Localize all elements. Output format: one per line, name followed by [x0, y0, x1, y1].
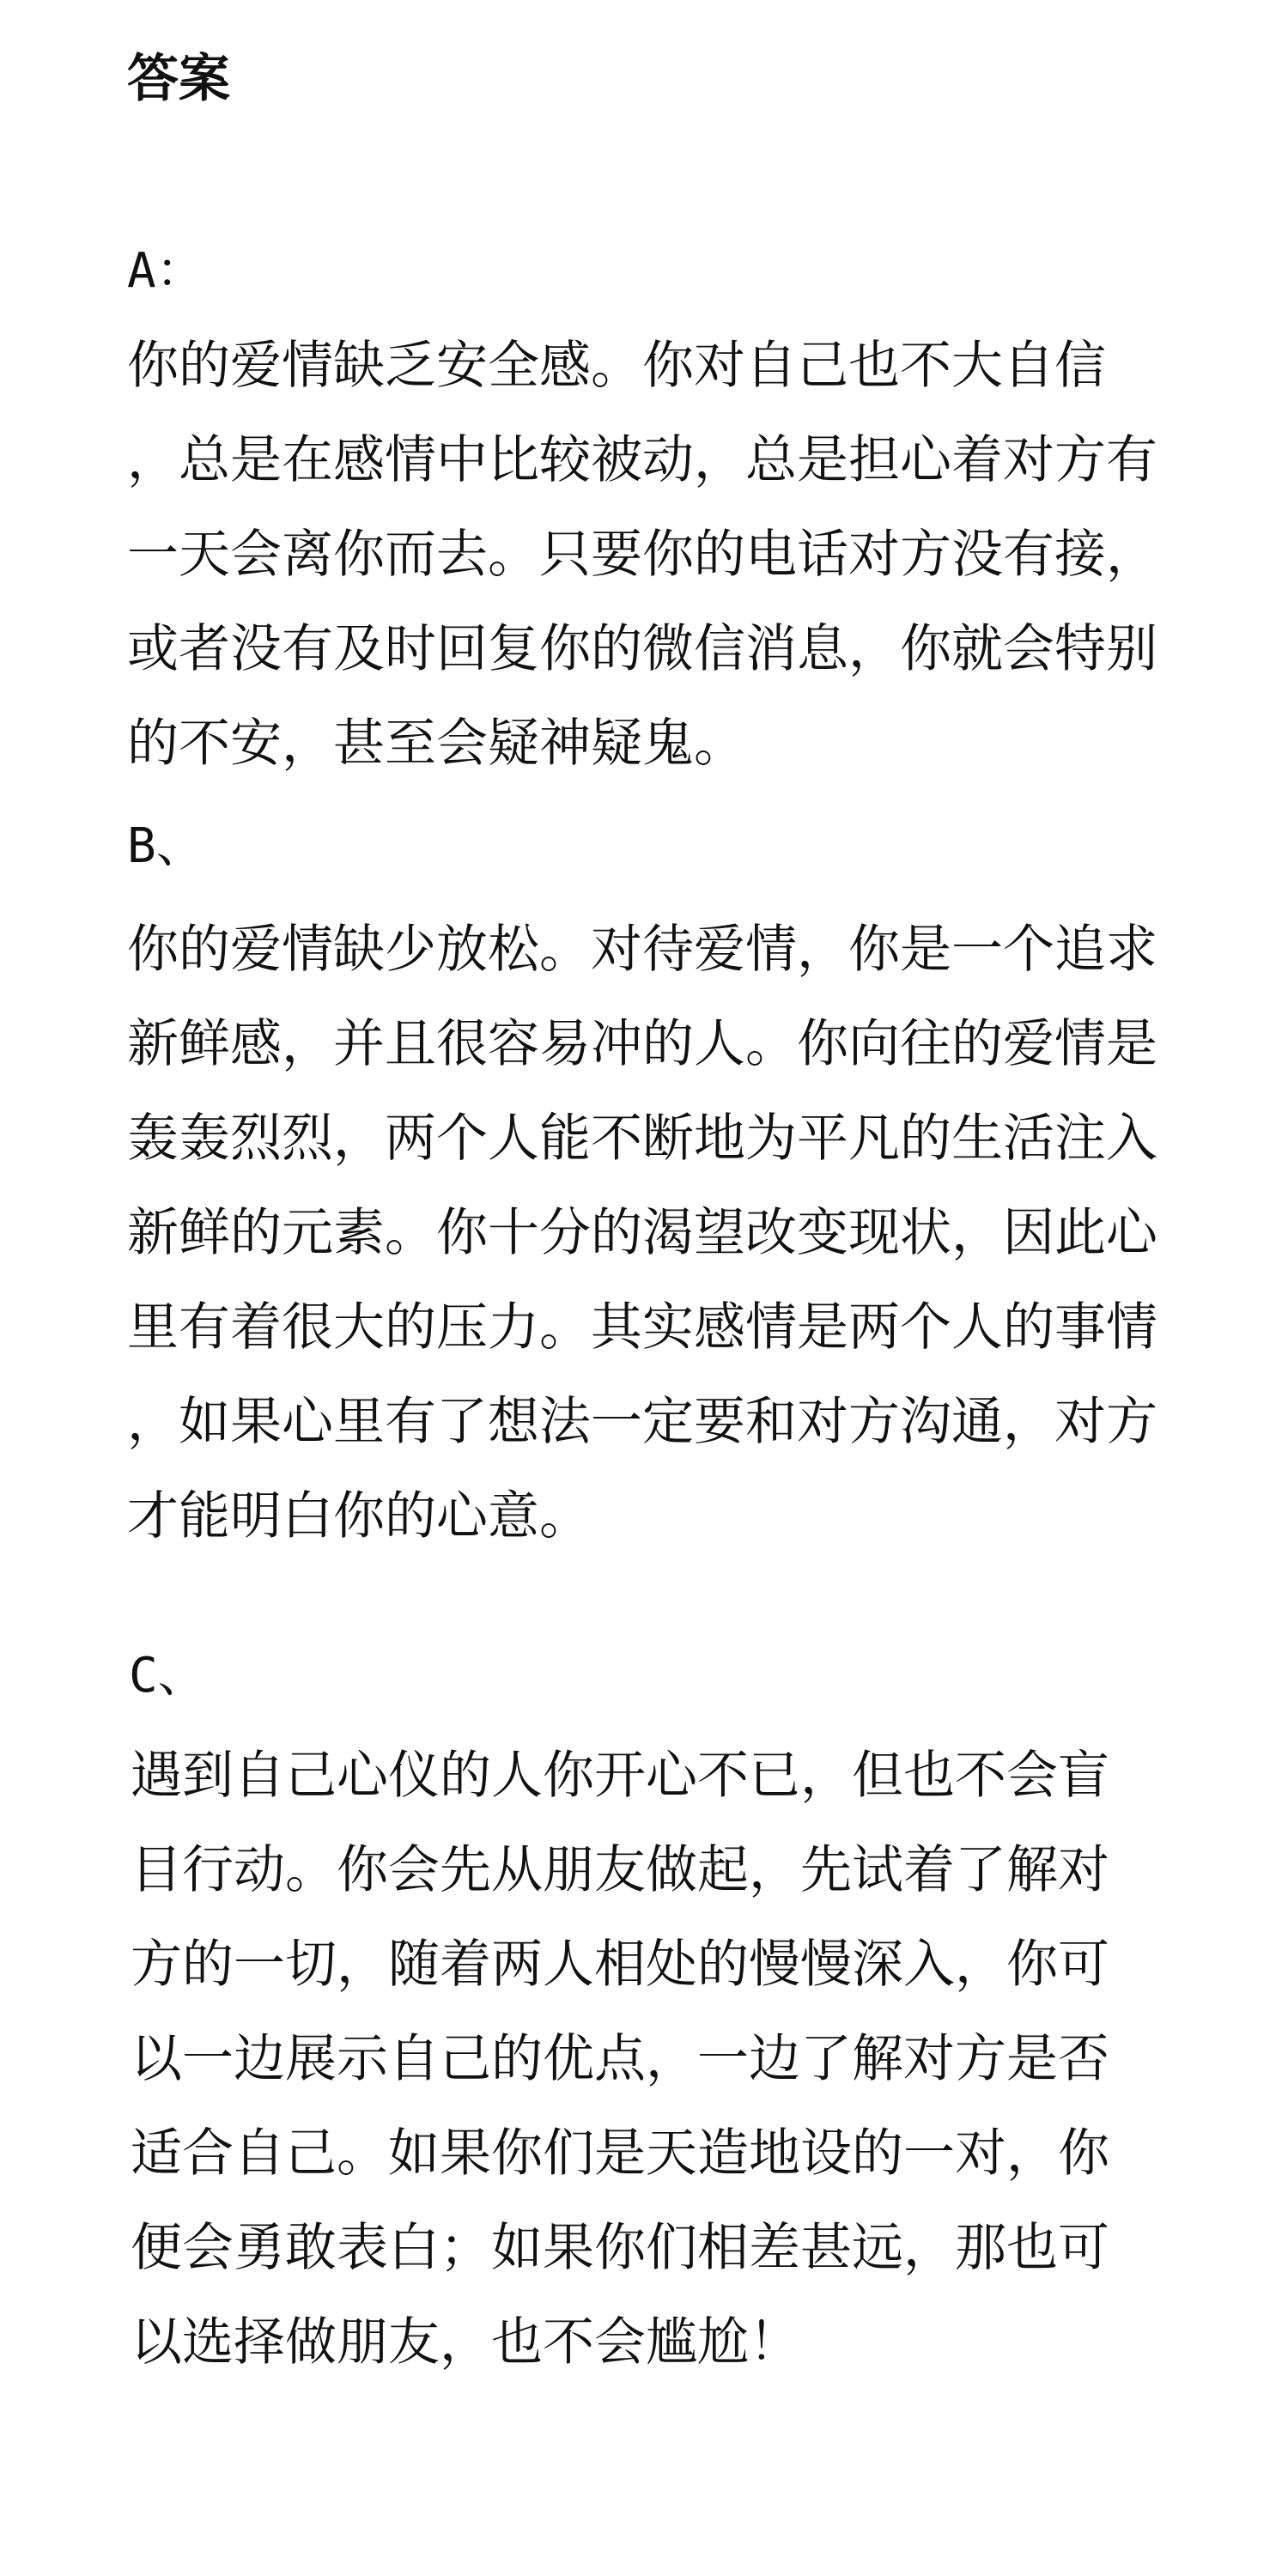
section-c-line-6: 便会勇敢表白；如果你们相差甚远，那也可: [131, 2218, 1109, 2278]
section-c-line-2: 目行动。你会先从朋友做起，先试着了解对: [131, 1840, 1109, 1900]
section-b-line-4: 新鲜的元素。你十分的渴望改变现状，因此心: [127, 1203, 1157, 1263]
section-c-line-4: 以一边展示自己的优点，一边了解对方是否: [131, 2029, 1109, 2089]
section-b-marker: B、: [127, 818, 204, 874]
section-c-marker: C、: [129, 1648, 206, 1704]
section-a-marker: A：: [127, 243, 204, 299]
page-title: 答案: [127, 49, 230, 109]
section-b-line-7: 才能明白你的心意。: [127, 1486, 591, 1546]
section-a-line-5: 的不安，甚至会疑神疑鬼。: [127, 714, 745, 774]
section-c-line-7: 以选择做朋友，也不会尴尬！: [131, 2312, 800, 2372]
section-c-line-3: 方的一切，随着两人相处的慢慢深入，你可: [131, 1935, 1109, 1995]
section-a-line-3: 一天会离你而去。只要你的电话对方没有接，: [127, 525, 1157, 585]
section-b-line-1: 你的爱情缺少放松。对待爱情，你是一个追求: [127, 920, 1157, 980]
section-a-line-2: ，总是在感情中比较被动，总是担心着对方有: [127, 430, 1157, 490]
section-b-line-2: 新鲜感，并且很容易冲的人。你向往的爱情是: [127, 1014, 1157, 1074]
section-a-line-1: 你的爱情缺乏安全感。你对自己也不大自信: [127, 336, 1106, 396]
section-a-line-4: 或者没有及时回复你的微信消息，你就会特别: [127, 619, 1157, 679]
section-b-line-5: 里有着很大的压力。其实感情是两个人的事情: [127, 1297, 1157, 1358]
section-b-line-6: ，如果心里有了想法一定要和对方沟通，对方: [127, 1392, 1157, 1452]
section-b-line-3: 轰轰烈烈，两个人能不断地为平凡的生活注入: [127, 1109, 1157, 1169]
section-c-line-5: 适合自己。如果你们是天造地设的一对，你: [131, 2123, 1109, 2184]
section-c-line-1: 遇到自己心仪的人你开心不已，但也不会盲: [131, 1746, 1109, 1806]
